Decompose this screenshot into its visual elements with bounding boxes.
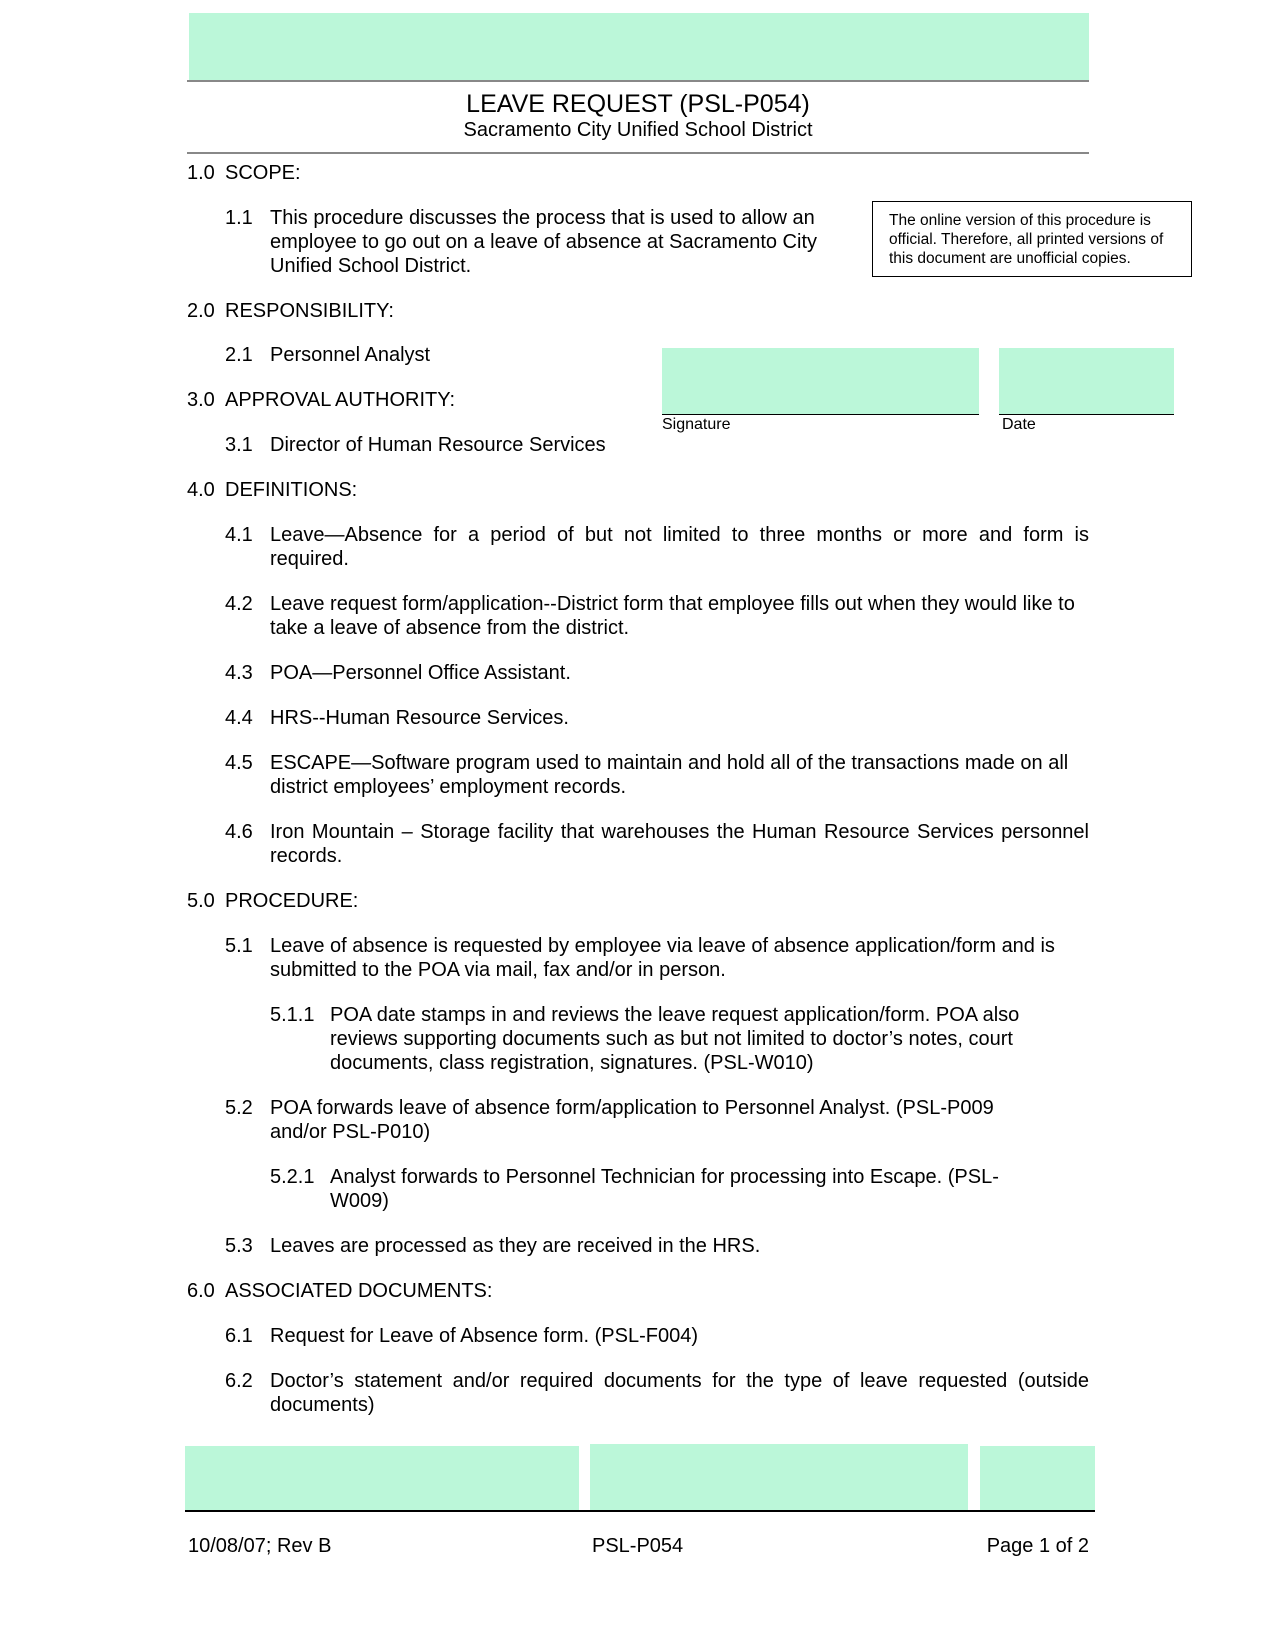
- signature-line: [662, 414, 979, 415]
- item-text: Analyst forwards to Personnel Technician for processing into Escape. (PSL-W009): [330, 1166, 999, 1212]
- online-version-notice: [872, 201, 1192, 277]
- item-text: Doctor’s statement and/or required documents for the type of leave requested (outside documents): [270, 1370, 1089, 1416]
- item-6-1: [225, 1324, 1089, 1348]
- date-field[interactable]: [999, 348, 1174, 414]
- item-number: 5.3: [225, 1235, 253, 1257]
- item-number: 4.2: [225, 593, 253, 615]
- section-approval-heading: [187, 388, 455, 412]
- item-text: Leaves are processed as they are received in the HRS.: [270, 1235, 761, 1257]
- item-text: Director of Human Resource Services: [270, 434, 606, 456]
- footer-field-center[interactable]: [590, 1444, 968, 1510]
- item-4-3: [225, 661, 1089, 685]
- item-1-1: [225, 206, 845, 278]
- section-number: 5.0: [187, 890, 215, 912]
- section-scope-heading: [187, 161, 301, 185]
- item-5-3: [225, 1234, 1089, 1258]
- section-definitions-heading: [187, 478, 357, 502]
- item-3-1: [225, 433, 645, 457]
- item-text: This procedure discusses the process that is used to allow an employee to go out on a leave of absence at Sacramento City Unified School District.: [270, 207, 818, 277]
- footer-rule: [185, 1510, 1095, 1512]
- item-number: 5.1: [225, 935, 253, 957]
- item-4-2: [225, 592, 1089, 640]
- item-text: Leave request form/application--District form that employee fills out when they would like to take a leave of absence from the district.: [270, 593, 1075, 639]
- item-6-2: [225, 1369, 1089, 1417]
- item-4-6: [225, 820, 1089, 868]
- section-number: 3.0: [187, 389, 215, 411]
- notice-text: The online version of this procedure is official. Therefore, all printed versions of this document are unofficial copies.: [889, 212, 1164, 267]
- item-number: 1.1: [225, 207, 253, 229]
- section-title: DEFINITIONS:: [225, 479, 358, 501]
- item-number: 5.2.1: [270, 1166, 315, 1188]
- item-text: POA—Personnel Office Assistant.: [270, 662, 571, 684]
- signature-field[interactable]: [662, 348, 979, 414]
- page-subtitle: Sacramento City Unified School District: [463, 119, 813, 141]
- item-5-1-1: [270, 1003, 1060, 1075]
- item-number: 5.1.1: [270, 1004, 315, 1026]
- item-4-4: [225, 706, 1089, 730]
- section-number: 6.0: [187, 1280, 215, 1302]
- section-procedure-heading: [187, 889, 358, 913]
- section-title: SCOPE:: [225, 162, 301, 184]
- section-associated-documents-heading: [187, 1279, 492, 1303]
- header-form-field[interactable]: [189, 13, 1089, 80]
- item-text: Leave of absence is requested by employee via leave of absence application/form and is submitted to the POA via mail, fax and/or in person.: [270, 935, 1055, 981]
- item-text: Request for Leave of Absence form. (PSL-F004): [270, 1325, 698, 1347]
- section-title: RESPONSIBILITY:: [225, 300, 394, 322]
- item-text: Leave—Absence for a period of but not limited to three months or more and form is required.: [270, 524, 1089, 570]
- page-title: LEAVE REQUEST (PSL-P054): [466, 90, 810, 118]
- item-5-1: [225, 934, 1089, 982]
- footer-date-rev: 10/08/07; Rev B: [188, 1535, 332, 1557]
- section-number: 1.0: [187, 162, 215, 184]
- section-title: ASSOCIATED DOCUMENTS:: [225, 1280, 493, 1302]
- item-number: 5.2: [225, 1097, 253, 1119]
- item-number: 4.3: [225, 662, 253, 684]
- item-number: 4.6: [225, 821, 253, 843]
- section-title: PROCEDURE:: [225, 890, 359, 912]
- item-text: POA date stamps in and reviews the leave request application/form. POA also reviews supporting documents such as but not limited to doctor’s notes, court documents, class registration, signatures. (PSL-W010): [330, 1004, 1020, 1074]
- header-top-rule: [187, 80, 1089, 82]
- date-line: [999, 414, 1174, 415]
- item-4-1: [225, 523, 1089, 571]
- item-4-5: [225, 751, 1089, 799]
- item-text: ESCAPE—Software program used to maintain and hold all of the transactions made on all district employees’ employment records.: [270, 752, 1069, 798]
- item-text: POA forwards leave of absence form/application to Personnel Analyst. (PSL-P009 and/or PSL-P010): [270, 1097, 994, 1143]
- item-text: HRS--Human Resource Services.: [270, 707, 569, 729]
- footer-field-left[interactable]: [185, 1446, 579, 1510]
- item-2-1: [225, 343, 625, 367]
- signature-label: Signature: [662, 416, 731, 433]
- section-responsibility-heading: [187, 299, 394, 323]
- footer-page-number: Page 1 of 2: [986, 1535, 1089, 1557]
- footer-field-right[interactable]: [980, 1446, 1095, 1510]
- item-5-2-1: [270, 1165, 1045, 1213]
- item-number: 4.1: [225, 524, 253, 546]
- item-number: 4.5: [225, 752, 253, 774]
- item-number: 3.1: [225, 434, 253, 456]
- item-text: Iron Mountain – Storage facility that warehouses the Human Resource Services personnel records.: [270, 821, 1089, 867]
- item-number: 4.4: [225, 707, 253, 729]
- section-number: 4.0: [187, 479, 215, 501]
- section-title: APPROVAL AUTHORITY:: [225, 389, 456, 411]
- item-number: 6.1: [225, 1325, 253, 1347]
- section-number: 2.0: [187, 300, 215, 322]
- footer-doc-id: PSL-P054: [592, 1535, 684, 1557]
- item-5-2: [225, 1096, 1055, 1144]
- item-text: Personnel Analyst: [270, 344, 431, 366]
- item-number: 6.2: [225, 1370, 253, 1392]
- item-number: 2.1: [225, 344, 253, 366]
- header-bottom-rule: [187, 152, 1089, 154]
- date-label: Date: [1002, 416, 1036, 433]
